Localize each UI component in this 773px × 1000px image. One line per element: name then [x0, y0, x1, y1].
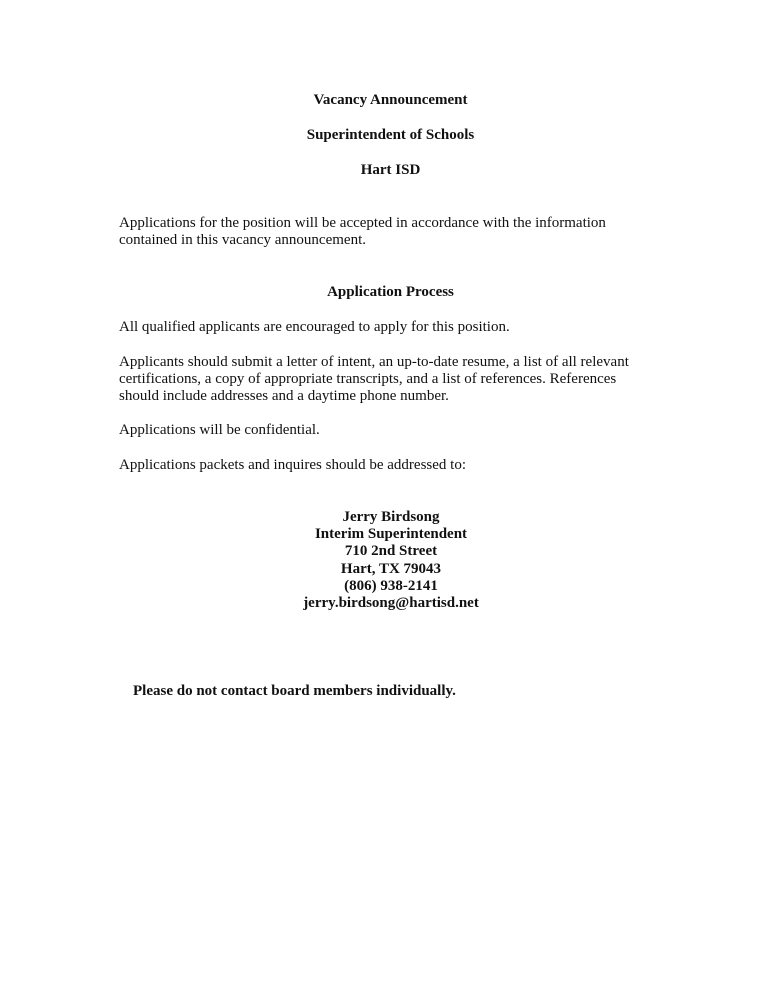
contact-phone: (806) 938-2141 [344, 577, 438, 594]
section-title: Application Process [327, 284, 454, 300]
contact-name: Jerry Birdsong [342, 509, 440, 525]
position-title: Superintendent of Schools [306, 127, 475, 143]
requirements-line: Applicants should submit a letter of intent, an up-to-date resume, a list of all relevant [119, 354, 629, 370]
contact-block [0, 509, 773, 612]
intro-line: Applications for the position will be accepted in accordance with the information [119, 215, 606, 231]
requirements-line: certifications, a copy of appropriate transcripts, and a list of references. References [119, 371, 617, 387]
confidential-paragraph: Applications will be confidential. [119, 422, 320, 438]
announcement-title: Vacancy Announcement [313, 92, 468, 108]
encourage-paragraph: All qualified applicants are encouraged to apply for this position. [119, 319, 510, 335]
address-to-paragraph: Applications packets and inquires should be addressed to: [119, 457, 467, 473]
intro-line: contained in this vacancy announcement. [119, 232, 366, 248]
notice-text: Please do not contact board members individually. [133, 683, 456, 699]
intro-paragraph [119, 215, 649, 249]
contact-email: jerry.birdsong@hartisd.net [303, 595, 479, 612]
contact-street: 710 2nd Street [344, 543, 438, 560]
district-name: Hart ISD [360, 162, 421, 178]
contact-city: Hart, TX 79043 [340, 560, 442, 577]
requirements-paragraph [119, 354, 649, 405]
requirements-line: should include addresses and a daytime phone number. [119, 388, 449, 404]
contact-title: Interim Superintendent [314, 526, 468, 543]
